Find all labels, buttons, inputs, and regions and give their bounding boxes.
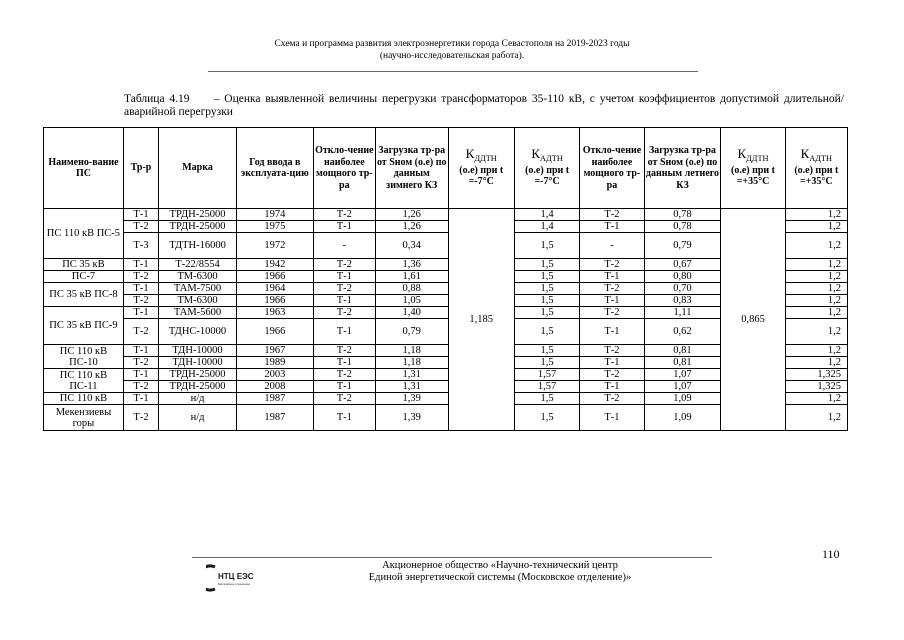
cell-off-summer: Т-2	[580, 307, 644, 319]
col-load-summer: Загрузка тр-ра от Sном (о.е) по данным летнего КЗ	[644, 128, 721, 209]
cell-load-summer: 0,81	[644, 357, 721, 369]
cell-kadtn-summer: 1,325	[785, 369, 847, 381]
cell-year: 2008	[236, 381, 313, 393]
cell-off-winter: Т-1	[313, 271, 375, 283]
cell-off-summer: Т-1	[580, 221, 644, 233]
cell-tr: Т-1	[123, 259, 158, 271]
col-off-winter: Откло-чение наиболее мощного тр-ра	[313, 128, 375, 209]
cell-off-winter: Т-2	[313, 259, 375, 271]
cell-mark: н/д	[159, 393, 237, 405]
cell-year: 1966	[236, 295, 313, 307]
cell-load-winter: 1,31	[375, 381, 448, 393]
cell-off-winter: Т-1	[313, 357, 375, 369]
cell-load-winter: 0,88	[375, 283, 448, 295]
header-row	[44, 128, 848, 209]
cell-off-winter: Т-2	[313, 307, 375, 319]
cell-load-summer: 1,07	[644, 381, 721, 393]
ps-name: ПС 35 кВ	[44, 259, 124, 271]
cell-tr: Т-1	[123, 393, 158, 405]
col-off-summer: Откло-чение наиболее мощного тр-ра	[580, 128, 644, 209]
cell-kadtn-summer: 1,2	[785, 295, 847, 307]
cell-off-winter: -	[313, 233, 375, 259]
cell-load-winter: 1,18	[375, 357, 448, 369]
cell-year: 1966	[236, 271, 313, 283]
cell-load-summer: 1,11	[644, 307, 721, 319]
cell-load-summer: 0,83	[644, 295, 721, 307]
col-load-winter: Загрузка тр-ра от Sном (о.е) по данным зимнего КЗ	[375, 128, 448, 209]
logo-text: НТЦ ЕЭС	[218, 572, 254, 581]
cell-kadtn-winter: 1,5	[514, 319, 579, 345]
cell-tr: Т-1	[123, 369, 158, 381]
table-row	[44, 209, 848, 221]
cell-off-winter: Т-1	[313, 221, 375, 233]
footer-line-2: Единой энергетической системы (Московское отделение)»	[368, 572, 632, 583]
cell-tr: Т-2	[123, 381, 158, 393]
cell-kadtn-winter: 1,57	[514, 381, 579, 393]
cell-off-summer: Т-1	[580, 295, 644, 307]
cell-load-summer: 0,79	[644, 233, 721, 259]
cell-off-summer: Т-2	[580, 345, 644, 357]
cell-kadtn-summer: 1,2	[785, 209, 847, 221]
cell-year: 1967	[236, 345, 313, 357]
logo-subtext: Московское отделение	[218, 582, 250, 586]
cell-load-summer: 1,09	[644, 405, 721, 431]
cell-load-summer: 0,80	[644, 271, 721, 283]
cell-tr: Т-1	[123, 283, 158, 295]
cell-load-winter: 1,39	[375, 405, 448, 431]
col-kddtn-summer: $К_{ДДТН}$ (о.е) при t =+35°С	[721, 128, 785, 209]
cell-tr: Т-2	[123, 405, 158, 431]
cell-kadtn-summer: 1,2	[785, 319, 847, 345]
company-logo	[206, 563, 262, 593]
cell-kadtn-winter: 1,5	[514, 405, 579, 431]
cell-tr: Т-3	[123, 233, 158, 259]
cell-kadtn-summer: 1,2	[785, 259, 847, 271]
document-footer	[300, 560, 700, 584]
cell-load-winter: 1,31	[375, 369, 448, 381]
cell-mark: ТДН-10000	[159, 357, 237, 369]
cell-off-summer: -	[580, 233, 644, 259]
caption-label: Таблица 4.19	[124, 93, 190, 105]
cell-off-winter: Т-2	[313, 369, 375, 381]
cell-off-winter: Т-1	[313, 405, 375, 431]
cell-year: 2003	[236, 369, 313, 381]
cell-off-winter: Т-2	[313, 209, 375, 221]
cell-off-winter: Т-1	[313, 319, 375, 345]
cell-year: 1972	[236, 233, 313, 259]
cell-mark: ТАМ-5600	[159, 307, 237, 319]
kddtn-summer-merged: 0,865	[721, 209, 785, 431]
cell-load-summer: 0,67	[644, 259, 721, 271]
col-year: Год ввода в эксплуата-цию	[236, 128, 313, 209]
cell-load-summer: 0,78	[644, 221, 721, 233]
cell-load-winter: 1,61	[375, 271, 448, 283]
cell-year: 1964	[236, 283, 313, 295]
cell-kadtn-winter: 1,5	[514, 345, 579, 357]
ntc-ees-logo-icon	[206, 563, 262, 593]
cell-tr: Т-1	[123, 209, 158, 221]
cell-year: 1987	[236, 393, 313, 405]
cell-off-summer: Т-2	[580, 259, 644, 271]
col-kadtn-summer: $К_{АДТН}$ (о.е) при t =+35°С	[785, 128, 847, 209]
cell-load-winter: 1,26	[375, 221, 448, 233]
cell-tr: Т-2	[123, 319, 158, 345]
cell-load-winter: 1,39	[375, 393, 448, 405]
ps-name: ПС 110 кВ ПС-5	[44, 209, 124, 259]
overload-table	[43, 127, 848, 431]
cell-kadtn-winter: 1,4	[514, 209, 579, 221]
cell-load-winter: 0,79	[375, 319, 448, 345]
cell-year: 1974	[236, 209, 313, 221]
cell-mark: Т-22/8554	[159, 259, 237, 271]
col-ps: Наимено-вание ПС	[44, 128, 124, 209]
cell-mark: н/д	[159, 405, 237, 431]
page-number: 110	[822, 547, 840, 561]
header-line-1: Схема и программа развития электроэнергетики города Севастополя на 2019-2023 годы	[274, 39, 630, 49]
cell-off-summer: Т-1	[580, 381, 644, 393]
cell-tr: Т-1	[123, 345, 158, 357]
cell-off-summer: Т-2	[580, 393, 644, 405]
cell-kadtn-winter: 1,5	[514, 259, 579, 271]
cell-off-winter: Т-2	[313, 283, 375, 295]
col-mark: Марка	[159, 128, 237, 209]
cell-kadtn-summer: 1,2	[785, 393, 847, 405]
cell-year: 1975	[236, 221, 313, 233]
cell-off-summer: Т-1	[580, 405, 644, 431]
cell-tr: Т-2	[123, 295, 158, 307]
cell-kadtn-summer: 1,325	[785, 381, 847, 393]
col-kadtn-winter: $К_{АДТН}$ (о.е) при t =-7°С	[514, 128, 579, 209]
header-line-2: (научно-исследовательская работа).	[379, 51, 525, 61]
cell-tr: Т-1	[123, 307, 158, 319]
cell-kadtn-winter: 1,57	[514, 369, 579, 381]
cell-kadtn-winter: 1,5	[514, 357, 579, 369]
cell-mark: ТДН-10000	[159, 345, 237, 357]
cell-year: 1963	[236, 307, 313, 319]
col-kddtn-winter: $К_{ДДТН}$ (о.е) при t =-7°С	[448, 128, 514, 209]
cell-kadtn-winter: 1,5	[514, 307, 579, 319]
ps-name: ПС 110 кВ	[44, 393, 124, 405]
cell-off-summer: Т-2	[580, 369, 644, 381]
cell-kadtn-summer: 1,2	[785, 345, 847, 357]
cell-off-winter: Т-2	[313, 393, 375, 405]
cell-load-winter: 1,40	[375, 307, 448, 319]
header-divider	[208, 71, 698, 72]
cell-year: 1966	[236, 319, 313, 345]
ps-name: Мекензиевы горы	[44, 405, 124, 431]
cell-kadtn-summer: 1,2	[785, 221, 847, 233]
cell-kadtn-summer: 1,2	[785, 233, 847, 259]
document-header	[200, 38, 704, 62]
footer-divider	[192, 557, 712, 558]
cell-kadtn-summer: 1,2	[785, 307, 847, 319]
cell-kadtn-winter: 1,5	[514, 295, 579, 307]
table-caption	[124, 93, 844, 119]
cell-tr: Т-2	[123, 271, 158, 283]
cell-load-summer: 0,81	[644, 345, 721, 357]
cell-load-winter: 1,36	[375, 259, 448, 271]
ps-name: ПС 110 кВ ПС-11	[44, 369, 124, 393]
cell-mark: ТДТН-16000	[159, 233, 237, 259]
cell-off-summer: Т-1	[580, 319, 644, 345]
ps-name: ПС 35 кВ ПС-9	[44, 307, 124, 345]
cell-off-winter: Т-1	[313, 381, 375, 393]
cell-load-summer: 1,07	[644, 369, 721, 381]
kddtn-winter-merged: 1,185	[448, 209, 514, 431]
cell-year: 1987	[236, 405, 313, 431]
cell-tr: Т-2	[123, 221, 158, 233]
cell-kadtn-summer: 1,2	[785, 271, 847, 283]
cell-mark: ТРДН-25000	[159, 369, 237, 381]
cell-load-winter: 0,34	[375, 233, 448, 259]
cell-off-summer: Т-1	[580, 271, 644, 283]
cell-load-winter: 1,05	[375, 295, 448, 307]
cell-kadtn-winter: 1,5	[514, 283, 579, 295]
cell-kadtn-winter: 1,5	[514, 233, 579, 259]
cell-off-summer: Т-2	[580, 209, 644, 221]
cell-load-summer: 0,70	[644, 283, 721, 295]
cell-mark: ТМ-6300	[159, 295, 237, 307]
cell-kadtn-winter: 1,4	[514, 221, 579, 233]
cell-off-summer: Т-1	[580, 357, 644, 369]
caption-text: – Оценка выявленной величины перегрузки трансформаторов 35-110 кВ, с учетом коэффициентов допустимой длительной/аварийной перегрузки	[124, 93, 845, 118]
cell-kadtn-summer: 1,2	[785, 283, 847, 295]
cell-mark: ТРДН-25000	[159, 221, 237, 233]
cell-load-summer: 0,62	[644, 319, 721, 345]
cell-off-winter: Т-1	[313, 295, 375, 307]
cell-mark: ТМ-6300	[159, 271, 237, 283]
cell-kadtn-winter: 1,5	[514, 393, 579, 405]
cell-load-winter: 1,18	[375, 345, 448, 357]
cell-load-summer: 1,09	[644, 393, 721, 405]
cell-kadtn-summer: 1,2	[785, 405, 847, 431]
ps-name: ПС-7	[44, 271, 124, 283]
cell-off-summer: Т-2	[580, 283, 644, 295]
ps-name: ПС 110 кВ ПС-10	[44, 345, 124, 369]
cell-tr: Т-2	[123, 357, 158, 369]
cell-mark: ТРДН-25000	[159, 381, 237, 393]
cell-year: 1989	[236, 357, 313, 369]
cell-mark: ТАМ-7500	[159, 283, 237, 295]
footer-line-1: Акционерное общество «Научно-технический центр	[382, 560, 618, 571]
cell-year: 1942	[236, 259, 313, 271]
cell-kadtn-winter: 1,5	[514, 271, 579, 283]
cell-mark: ТРДН-25000	[159, 209, 237, 221]
cell-off-winter: Т-2	[313, 345, 375, 357]
cell-mark: ТДНС-10000	[159, 319, 237, 345]
cell-load-summer: 0,78	[644, 209, 721, 221]
ps-name: ПС 35 кВ ПС-8	[44, 283, 124, 307]
cell-kadtn-summer: 1,2	[785, 357, 847, 369]
col-tr: Тр-р	[123, 128, 158, 209]
cell-load-winter: 1,26	[375, 209, 448, 221]
